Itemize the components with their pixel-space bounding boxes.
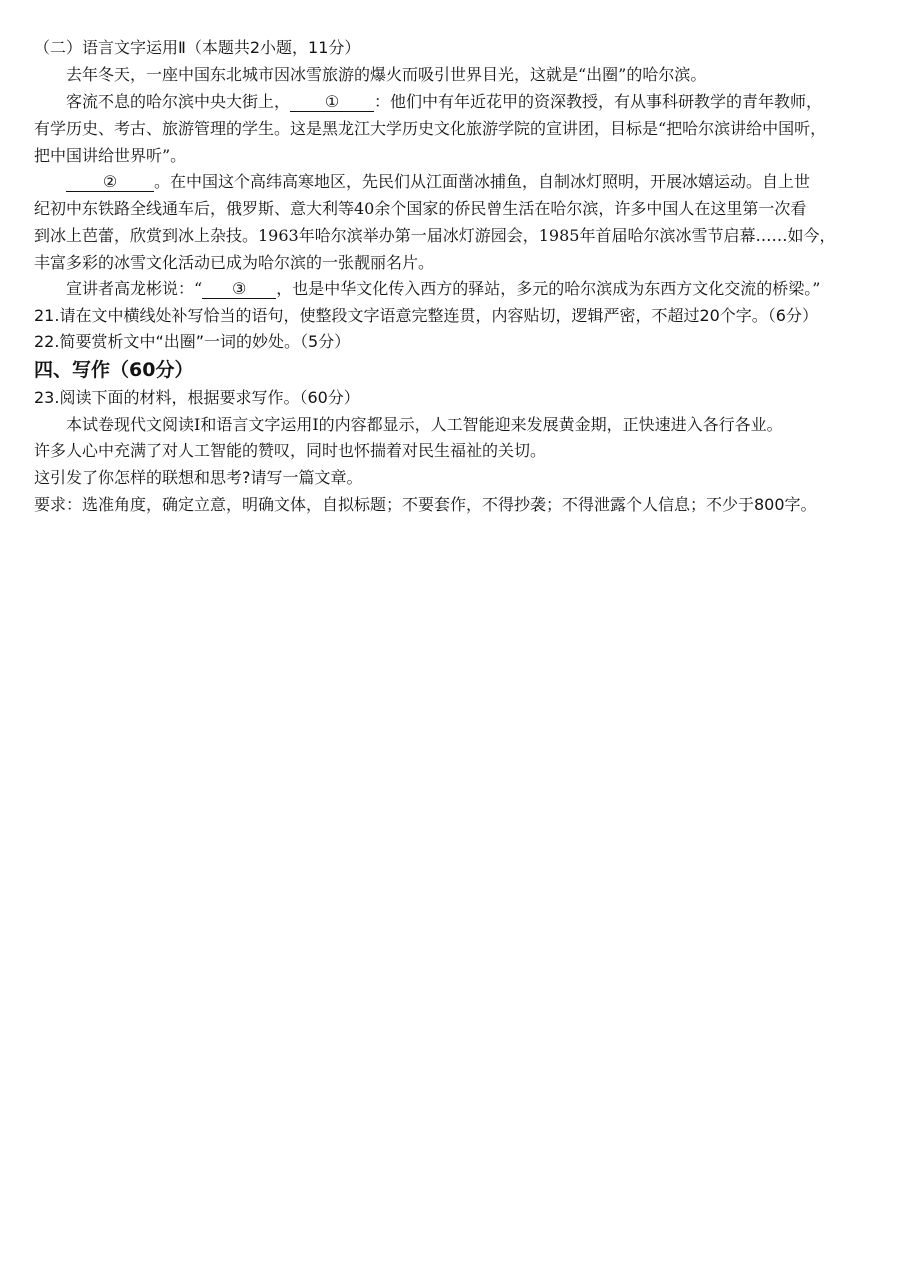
- question-21: 21.请在文中横线处补写恰当的语句，使整段文字语意完整连贯，内容贴切，逻辑严密，不超过20个字。（6分）: [34, 306, 818, 325]
- paragraph-3-text-a: 。在中国这个高纬高寒地区，先民们从江面凿冰捕鱼，自制冰灯照明，开展冰嬉运动。自上世: [154, 172, 811, 191]
- paragraph-3-line-4: 丰富多彩的冰雪文化活动已成为哈尔滨的一张靓丽名片。: [34, 253, 435, 272]
- question-22: 22.简要赏析文中“出圈”一词的妙处。（5分）: [34, 332, 351, 351]
- paragraph-4-text-b: ，也是中华文化传入西方的驿站，多元的哈尔滨成为东西方文化交流的桥梁。”: [276, 279, 821, 298]
- paragraph-2-text-b: ：他们中有年近花甲的资深教授，有从事科研教学的青年教师，: [374, 92, 823, 111]
- paragraph-2-line-3: 把中国讲给世界听”。: [34, 146, 187, 165]
- writing-heading: 四、写作（60分）: [34, 359, 194, 381]
- paragraph-2-line-1: [66, 92, 822, 112]
- paragraph-3-line-1: [66, 172, 810, 192]
- paragraph-2-line-2: 有学历史、考古、旅游管理的学生。这是黑龙江大学历史文化旅游学院的宣讲团，目标是“把哈尔滨讲给中国听，: [34, 119, 827, 138]
- blank-2: ②: [66, 173, 154, 192]
- paragraph-4: [66, 279, 820, 299]
- material-line-2: 许多人心中充满了对人工智能的赞叹，同时也怀揣着对民生福祉的关切。: [34, 441, 547, 460]
- paragraph-3-line-3: 到冰上芭蕾，欣赏到冰上杂技。1963年哈尔滨举办第一届冰灯游园会，1985年首届哈尔滨冰雪节启幕……如今，: [34, 226, 836, 245]
- writing-requirements: 要求：选准角度，确定立意，明确文体，自拟标题；不要套作，不得抄袭；不得泄露个人信息；不少于800字。: [34, 495, 817, 514]
- paragraph-2-text-a: 客流不息的哈尔滨中央大街上，: [66, 92, 291, 111]
- paragraph-4-text-a: 宣讲者高龙彬说：“: [66, 279, 203, 298]
- question-23: 23.阅读下面的材料，根据要求写作。（60分）: [34, 388, 360, 407]
- section-title: （二）语言文字运用Ⅱ（本题共2小题，11分）: [34, 38, 361, 57]
- paragraph-3-line-2: 纪初中东铁路全线通车后，俄罗斯、意大利等40余个国家的侨民曾生活在哈尔滨，许多中国人在这里第一次看: [34, 199, 807, 218]
- blank-3: ③: [202, 280, 276, 299]
- blank-1: ①: [290, 93, 374, 112]
- paragraph-1: 去年冬天，一座中国东北城市因冰雪旅游的爆火而吸引世界目光，这就是“出圈”的哈尔滨。: [66, 65, 707, 84]
- material-line-3: 这引发了你怎样的联想和思考?请写一篇文章。: [34, 468, 363, 487]
- material-line-1: 本试卷现代文阅读Ⅰ和语言文字运用Ⅰ的内容都显示，人工智能迎来发展黄金期，正快速进入各行各业。: [66, 415, 783, 434]
